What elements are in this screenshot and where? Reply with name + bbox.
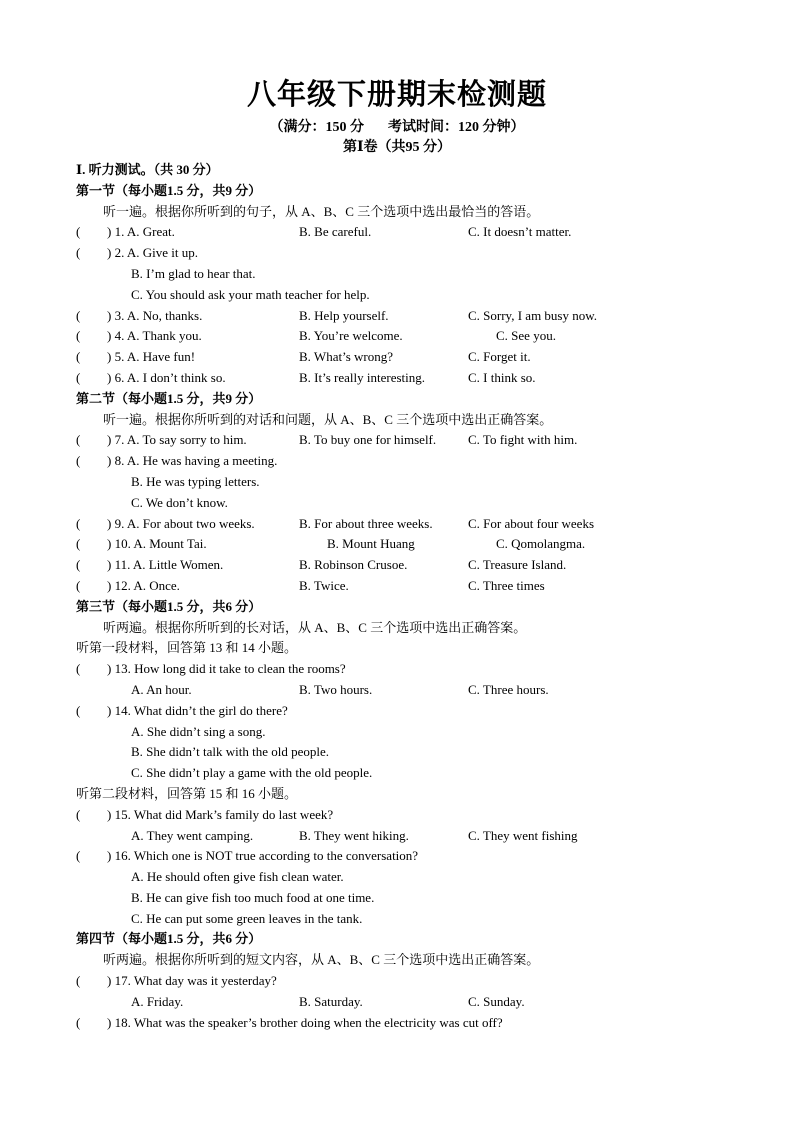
section-heading: 第四节（每小题1.5 分，共6 分）: [76, 931, 262, 947]
question-stem: ) 7. A. To say sorry to him.: [107, 432, 247, 448]
option-c: C. Qomolangma.: [496, 536, 586, 552]
option-a: A. He should often give fish clean water.: [131, 869, 344, 885]
option-b: B. Mount Huang: [327, 536, 415, 552]
question-17: [76, 971, 736, 992]
option-a: A. Friday.: [131, 993, 184, 1009]
answer-bracket[interactable]: (: [76, 577, 81, 593]
option-c: C. Sorry, I am busy now.: [468, 307, 598, 323]
option-c: C. She didn’t play a game with the old people.: [131, 765, 373, 781]
section-heading: 第三节（每小题1.5 分，共6 分）: [76, 598, 262, 614]
question-3: [76, 306, 736, 327]
question-16-option-b: [76, 888, 736, 909]
question-10: [76, 534, 736, 555]
answer-bracket[interactable]: (: [76, 328, 81, 344]
question-stem: ) 6. A. I don’t think so.: [107, 369, 226, 385]
option-b: B. Saturday.: [299, 993, 363, 1009]
question-2: [76, 243, 736, 264]
option-b: B. You’re welcome.: [299, 328, 403, 344]
page-title: 八年级下册期末检测题: [246, 77, 547, 111]
question-stem: ) 18. What was the speaker’s brother doing when the electricity was cut off?: [107, 1014, 503, 1030]
exam-time: 考试时间：120 分钟）: [388, 120, 525, 135]
answer-bracket[interactable]: (: [76, 973, 81, 989]
question-15-options: [76, 826, 736, 847]
option-c: C. I think so.: [468, 369, 536, 385]
option-c: C. Three hours.: [468, 681, 549, 697]
answer-bracket[interactable]: (: [76, 224, 81, 240]
answer-bracket[interactable]: (: [76, 806, 81, 822]
question-stem: ) 17. What day was it yesterday?: [107, 973, 277, 989]
question-stem: ) 4. A. Thank you.: [107, 328, 202, 344]
option-b: B. Two hours.: [299, 681, 373, 697]
question-16: [76, 846, 736, 867]
option-c: C. To fight with him.: [468, 432, 578, 448]
option-c: C. We don’t know.: [131, 494, 228, 510]
question-6: [76, 368, 736, 389]
question-15: [76, 805, 736, 826]
answer-bracket[interactable]: (: [76, 453, 81, 469]
question-11: [76, 555, 736, 576]
option-c: C. See you.: [496, 328, 556, 344]
answer-bracket[interactable]: (: [76, 661, 81, 677]
material-note: 听第二段材料，回答第 15 和 16 小题。: [76, 785, 298, 801]
question-7: [76, 430, 736, 451]
question-stem: ) 8. A. He was having a meeting.: [107, 453, 278, 469]
option-b: B. For about three weeks.: [299, 515, 433, 531]
question-8-option-b: [76, 472, 736, 493]
material-note: 听第一段材料，回答第 13 和 14 小题。: [76, 640, 298, 656]
question-8-option-c: [76, 493, 736, 514]
section-instruction: 听两遍。根据你所听到的短文内容，从 A、B、C 三个选项中选出正确答案。: [103, 952, 540, 968]
question-13-options: [76, 680, 736, 701]
question-13: [76, 659, 736, 680]
question-14: [76, 701, 736, 722]
option-b: B. Robinson Crusoe.: [299, 557, 408, 573]
question-5: [76, 347, 736, 368]
question-stem: ) 3. A. No, thanks.: [107, 307, 203, 323]
answer-bracket[interactable]: (: [76, 557, 81, 573]
answer-bracket[interactable]: (: [76, 432, 81, 448]
question-stem: ) 16. Which one is NOT true according to the conversation?: [107, 848, 419, 864]
question-4: [76, 326, 736, 347]
option-c: C. Three times: [468, 577, 545, 593]
section-instruction: 听一遍。根据你所听到的对话和问题，从 A、B、C 三个选项中选出正确答案。: [103, 411, 553, 427]
question-16-option-a: [76, 867, 736, 888]
answer-bracket[interactable]: (: [76, 1014, 81, 1030]
answer-bracket[interactable]: (: [76, 515, 81, 531]
answer-bracket[interactable]: (: [76, 369, 81, 385]
option-b: B. To buy one for himself.: [299, 432, 437, 448]
option-b: B. He was typing letters.: [131, 473, 260, 489]
option-c: C. Treasure Island.: [468, 557, 567, 573]
exam-info: [0, 119, 794, 137]
option-b: B. They went hiking.: [299, 827, 409, 843]
option-c: C. For about four weeks: [468, 515, 595, 531]
question-stem: ) 11. A. Little Women.: [107, 557, 224, 573]
question-2-option-c: [76, 285, 736, 306]
option-c: C. Forget it.: [468, 349, 531, 365]
question-stem: ) 1. A. Great.: [107, 224, 175, 240]
question-stem: ) 2. A. Give it up.: [107, 245, 198, 261]
question-stem: ) 10. A. Mount Tai.: [107, 536, 207, 552]
question-14-option-b: [76, 742, 736, 763]
section-instruction: 听两遍。根据你所听到的长对话，从 A、B、C 三个选项中选出正确答案。: [103, 619, 527, 635]
question-stem: ) 15. What did Mark’s family do last week?: [107, 806, 334, 822]
option-a: A. She didn’t sing a song.: [131, 723, 266, 739]
section-heading: 第二节（每小题1.5 分，共9 分）: [76, 390, 262, 406]
option-b: B. It’s really interesting.: [299, 369, 426, 385]
question-18: [76, 1013, 736, 1034]
option-b: B. She didn’t talk with the old people.: [131, 744, 329, 760]
exam-content: [76, 160, 736, 1033]
option-a: A. They went camping.: [131, 827, 254, 843]
answer-bracket[interactable]: (: [76, 848, 81, 864]
question-8: [76, 451, 736, 472]
option-c: C. Sunday.: [468, 993, 525, 1009]
option-b: B. Be careful.: [299, 224, 372, 240]
full-score: （满分：150 分: [269, 120, 364, 135]
question-stem: ) 5. A. Have fun!: [107, 349, 196, 365]
option-b: B. What’s wrong?: [299, 349, 393, 365]
answer-bracket[interactable]: (: [76, 245, 81, 261]
question-14-option-c: [76, 763, 736, 784]
option-b: B. Twice.: [299, 577, 349, 593]
volume-heading: 第Ⅰ卷（共95 分）: [342, 140, 452, 155]
part-heading: Ⅰ. 听力测试。（共 30 分）: [76, 162, 219, 177]
question-16-option-c: [76, 909, 736, 930]
question-17-options: [76, 992, 736, 1013]
option-b: B. I’m glad to hear that.: [131, 265, 256, 281]
question-2-option-b: [76, 264, 736, 285]
answer-bracket[interactable]: (: [76, 702, 81, 718]
option-b: B. Help yourself.: [299, 307, 389, 323]
question-12: [76, 576, 736, 597]
answer-bracket[interactable]: (: [76, 536, 81, 552]
question-1: [76, 222, 736, 243]
section-instruction: 听一遍。根据你所听到的句子，从 A、B、C 三个选项中选出最恰当的答语。: [103, 203, 540, 219]
question-stem: ) 13. How long did it take to clean the rooms?: [107, 661, 346, 677]
answer-bracket[interactable]: (: [76, 307, 81, 323]
section-heading: 第一节（每小题1.5 分，共9 分）: [76, 182, 262, 198]
option-c: C. You should ask your math teacher for help.: [131, 286, 370, 302]
option-a: A. An hour.: [131, 681, 192, 697]
option-b: B. He can give fish too much food at one time.: [131, 889, 375, 905]
question-stem: ) 12. A. Once.: [107, 577, 180, 593]
question-14-option-a: [76, 722, 736, 743]
question-9: [76, 514, 736, 535]
option-c: C. It doesn’t matter.: [468, 224, 572, 240]
option-c: C. He can put some green leaves in the tank.: [131, 910, 363, 926]
answer-bracket[interactable]: (: [76, 349, 81, 365]
question-stem: ) 9. A. For about two weeks.: [107, 515, 255, 531]
option-c: C. They went fishing: [468, 827, 578, 843]
question-stem: ) 14. What didn’t the girl do there?: [107, 702, 288, 718]
